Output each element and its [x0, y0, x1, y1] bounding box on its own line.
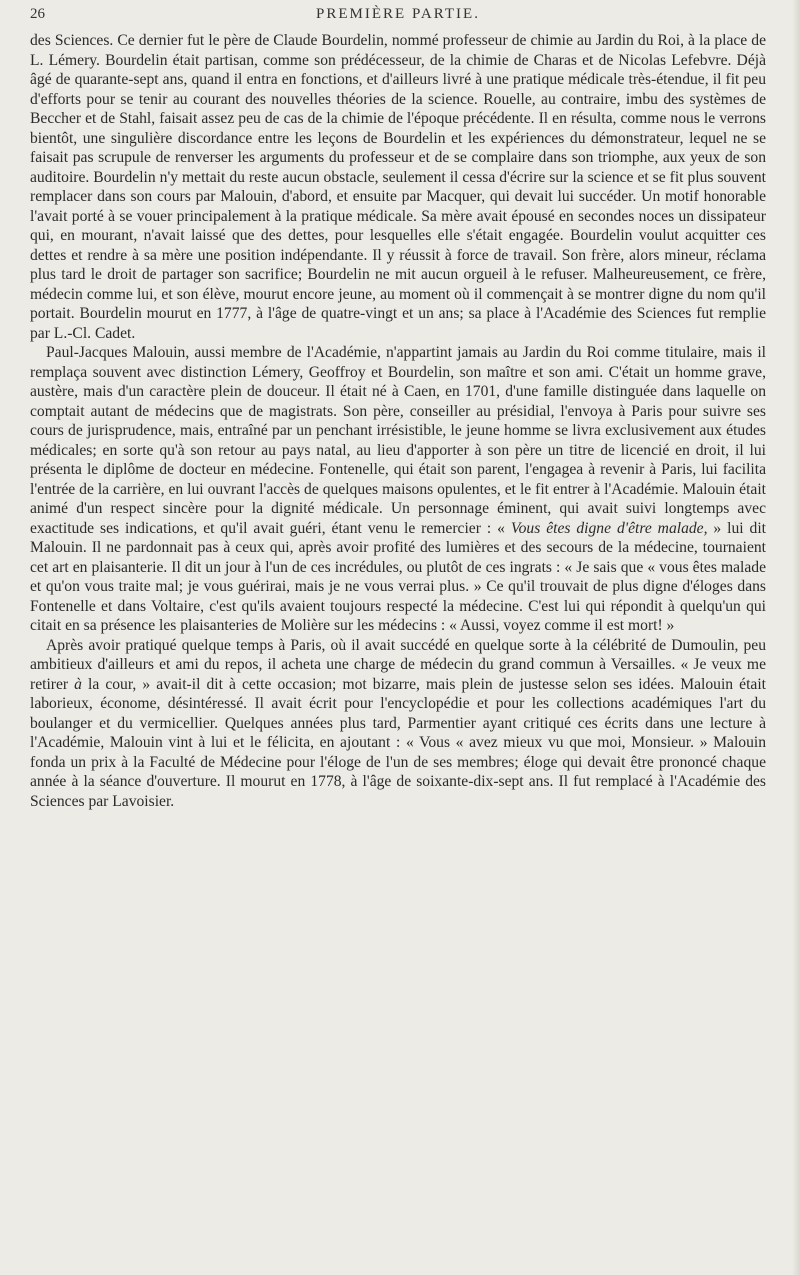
running-head: [30, 4, 766, 30]
paragraph-3: [30, 636, 766, 812]
paragraph-3-text-before: Après avoir pratiqué quelque temps à Paris, où il avait succédé en quelque sorte à la célébrité de Dumoulin, peu ambitieux d'ailleurs et ami du repos, il acheta une charge de médecin du grand commun à Versailles. « Je veux me retirer: [30, 636, 766, 693]
page-edge-shadow: [792, 0, 800, 1275]
paragraph-2-text-after: » lui dit Malouin. Il ne pardonnait pas à ceux qui, après avoir profité des lumières et des secours de la médecine, tournaient cet art en plaisanterie. Il dit un jour à l'un de ces incrédules, ou plutôt de ces ingrats : « Je sais que « vous êtes malade et qu'on vous traite mal; je vous guérirai, mais je ne vous verrai plus. » Ce qu'il trouvait de plus digne d'éloges dans Fontenelle et dans Voltaire, c'est qu'ils avaient toujours respecté la médecine. C'est lui qui répondit à quelqu'un qui citait en sa présence les plaisanteries de Molière sur les médecins : « Aussi, voyez comme il est mort! »: [30, 519, 767, 634]
paragraph-2-text-before: Paul-Jacques Malouin, aussi membre de l'Académie, n'appartint jamais au Jardin du Roi comme titulaire, mais il remplaça souvent avec distinction Lémery, Geoffroy et Bourdelin, son maître et son ami. C'était un homme grave, austère, mais d'un caractère plein de douceur. Il était né à Caen, en 1701, d'une famille distinguée dans laquelle on comptait autant de médecins que de magistrats. Son père, conseiller au présidial, l'envoya à Paris pour suivre ses cours de jurisprudence, mais, entraîné par un penchant irrésistible, le jeune homme se livra exclusivement aux études médicales; en sorte qu'à son retour au pays natal, au lieu d'apporter à son père un titre de licencié en droit, il lui présenta le diplôme de docteur en médecine. Fontenelle, qui était son parent, l'engagea à revenir à Paris, lui facilita l'entrée de la carrière, en lui ouvrant l'accès de quelques maisons opulentes, et le fit entrer à l'Académie. Malouin était animé d'un respect sincère pour la dignité médicale. Un personnage éminent, qui avait suivi longtemps avec exactitude ses indications, et qu'il avait guéri, étant venu le remercier : «: [30, 344, 766, 537]
paragraph-2-italic-quote: Vous êtes digne d'être malade,: [510, 519, 708, 537]
body-text: [30, 31, 766, 811]
paragraph-1: [30, 31, 766, 343]
paragraph-2: [30, 343, 766, 636]
page-number: 26: [30, 6, 45, 22]
paragraph-1-text: des Sciences. Ce dernier fut le père de Claude Bourdelin, nommé professeur de chimie au Jardin du Roi, à la place de L. Lémery. Bourdelin était partisan, comme son prédécesseur, de la chimie de Charas et de Nicolas Lefebvre. Déjà âgé de quarante-sept ans, quand il entra en fonctions, et d'ailleurs livré à une pratique médicale très-étendue, il fit peu d'efforts pour se tenir au courant des nouvelles théories de la science. Rouelle, au contraire, imbu des systèmes de Beccher et de Stahl, faisait assez peu de cas de la chimie de l'époque précédente. Il en résulta, comme nous le verrons bientôt, une singulière discordance entre les leçons de Bourdelin et les expériences du démonstrateur, lequel ne se faisait pas scrupule de renverser les arguments du professeur et de se complaire dans son triomphe, aux yeux de son auditoire. Bourdelin n'y mettait du reste aucun obstacle, seulement il cessa d'écrire sur la science et se fit plus souvent remplacer dans son cours par Malouin, d'abord, et ensuite par Macquer, qui devait lui succéder. Un motif honorable l'avait porté à se vouer principalement à la pratique médicale. Sa mère avait épousé en secondes noces un dissipateur qui, en mourant, n'avait laissé que des dettes, pour lesquelles elle s'était engagée. Bourdelin voulut acquitter ces dettes et rendre à sa mère une position indépendante. Il y réussit à force de travail. Son frère, alors mineur, réclama plus tard le droit de partager son sacrifice; Bourdelin ne mit aucun orgueil à le refuser. Malheureusement, ce frère, médecin comme lui, et son élève, mourut encore jeune, au moment où il commençait à se montrer digne du nom qu'il portait. Bourdelin mourut en 1777, à l'âge de quatre-vingt et un ans; sa place à l'Académie des Sciences fut remplie par L.-Cl. Cadet.: [30, 32, 766, 342]
paragraph-3-text-after: la cour, » avait-il dit à cette occasion; mot bizarre, mais plein de justesse selon ses idées. Malouin était laborieux, économe, désintéressé. Il avait écrit pour l'encyclopédie et pour les collections académiques l'art du boulanger et du vermicellier. Quelques années plus tard, Parmentier ayant critiqué ces écrits dans une lecture à l'Académie, Malouin vint à lui et le félicita, en ajoutant : « Vous « avez mieux vu que moi, Monsieur. » Malouin fonda un prix à la Faculté de Médecine pour l'éloge de l'un de ses membres; éloge qui devait être prononcé chaque année à la séance d'ouverture. Il mourut en 1778, à l'âge de soixante-dix-sept ans. Il fut remplacé à l'Académie des Sciences par Lavoisier.: [30, 675, 766, 810]
paragraph-3-italic-word: à: [74, 675, 82, 693]
part-title: PREMIÈRE PARTIE.: [316, 6, 480, 22]
